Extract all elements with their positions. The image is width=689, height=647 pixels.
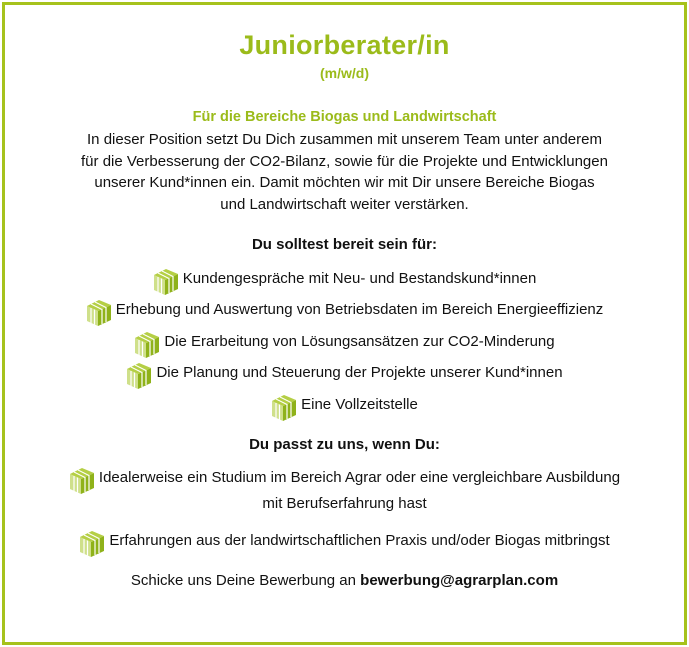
list-item-continuation: mit Berufserfahrung hast (262, 495, 427, 512)
intro-line: für die Verbesserung der CO2-Bilanz, sowie für die Projekte und Entwicklungen (81, 152, 608, 170)
intro-line: und Landwirtschaft weiter verstärken. (220, 195, 469, 213)
job-gender-note: (m/w/d) (320, 65, 369, 81)
list-item-text: Eine Vollzeitstelle (301, 396, 418, 413)
green-field-cube-icon (126, 360, 152, 390)
list-item-text: Erhebung und Auswertung von Betriebsdaten im Bereich Energieeffizienz (115, 301, 604, 318)
application-cta (0, 572, 689, 589)
list-item (0, 295, 689, 317)
green-field-cube-icon (271, 392, 297, 422)
list-item (0, 264, 689, 286)
section2-heading: Du passt zu uns, wenn Du: (249, 436, 440, 453)
application-email-link[interactable]: bewerbung@agrarplan.com (360, 572, 559, 589)
list-item-text: Die Erarbeitung von Lösungsansätzen zur CO2-Minderung (164, 333, 555, 350)
list-item (0, 526, 689, 548)
intro-paragraph (0, 129, 689, 215)
cta-text: Schicke uns Deine Bewerbung an (130, 572, 356, 589)
green-field-cube-icon (86, 297, 112, 327)
list-item (0, 390, 689, 412)
list-item (0, 358, 689, 380)
list-item-text: Kundengespräche mit Neu- und Bestandskund*innen (182, 270, 537, 287)
intro-line: In dieser Position setzt Du Dich zusammen mit unserem Team unter anderem (87, 131, 602, 148)
list-item-text: Erfahrungen aus der landwirtschaftlichen Praxis und/oder Biogas mitbringst (109, 532, 610, 549)
list-item-text: Die Planung und Steuerung der Projekte unserer Kund*innen (156, 364, 563, 381)
green-field-cube-icon (153, 266, 179, 296)
section1-heading: Du solltest bereit sein für: (251, 236, 438, 253)
list-item (0, 463, 689, 485)
area-heading: Für die Bereiche Biogas und Landwirtschaft (192, 109, 497, 125)
green-field-cube-icon (69, 465, 95, 495)
job-title: Juniorberater/in (239, 30, 450, 60)
intro-line: unserer Kund*innen ein. Damit möchten wir mit Dir unsere Bereiche Biogas (94, 174, 595, 191)
green-field-cube-icon (134, 329, 160, 359)
list-item (0, 327, 689, 349)
green-field-cube-icon (79, 528, 105, 558)
list-item-text: Idealerweise ein Studium im Bereich Agrar oder eine vergleichbare Ausbildung (98, 469, 621, 486)
